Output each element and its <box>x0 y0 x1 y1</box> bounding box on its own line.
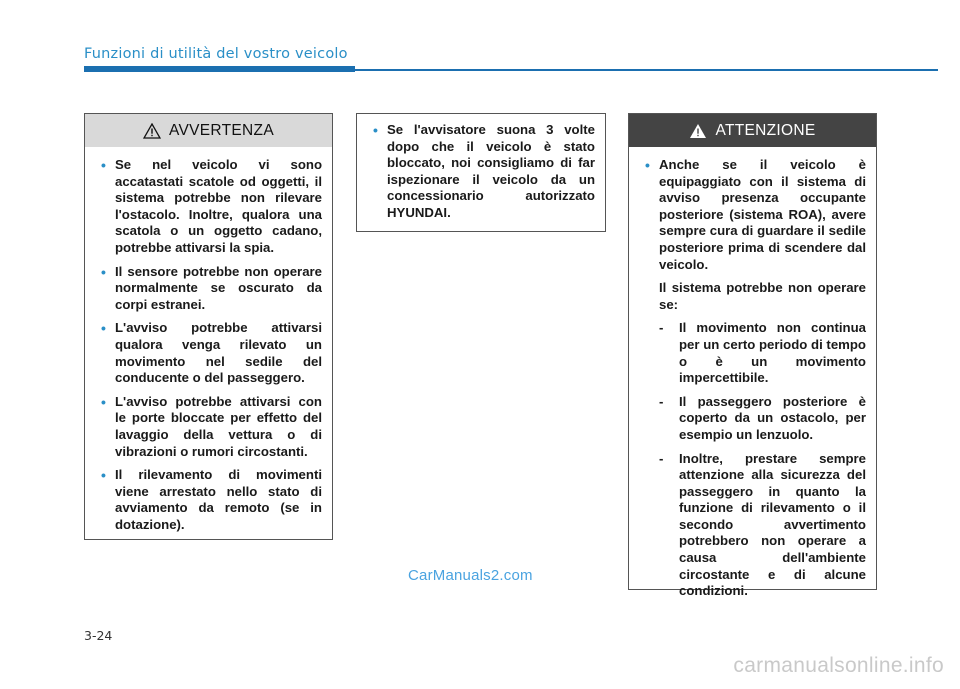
warning-triangle-icon <box>143 123 161 139</box>
page-number: 3-24 <box>84 628 113 643</box>
notice-box <box>356 113 606 232</box>
dash-item-text: Il movimento non continua per un certo periodo di tempo o è un movimento impercettibile. <box>679 320 866 386</box>
warning-triangle-icon <box>689 123 707 139</box>
list-item: • Se nel veicolo vi sono accatastati scatole od oggetti, il sistema potrebbe non rilevare l'ostacolo. Inoltre, qualora una scatola o un oggetto cadano, potrebbe attivarsi la spia. <box>101 157 322 257</box>
dash-item: - Il movimento non continua per un certo periodo di tempo o è un movimento impercettibile. <box>659 320 866 386</box>
warning-box-title: AVVERTENZA <box>169 121 274 139</box>
dash-item-text: Inoltre, prestare sempre attenzione alla sicurezza del passeggero in quanto la funzione di rilevamento o il secondo avvertimento potrebbero non operare a causa dell'ambiente circostante e di alcune condizioni. <box>679 450 866 599</box>
notice-box-body <box>357 114 605 222</box>
dash-item-text: Il passeggero posteriore è coperto da un ostacolo, per esempio un lenzuolo. <box>679 393 866 442</box>
site-watermark: carmanualsonline.info <box>733 654 944 677</box>
dash-item: - Il passeggero posteriore è coperto da un ostacolo, per esempio un lenzuolo. <box>659 393 866 442</box>
caution-box-title: ATTENZIONE <box>715 121 816 139</box>
list-item: • Il sensore potrebbe non operare normalmente se oscurato da corpi estranei. <box>101 264 322 314</box>
list-item: • Anche se il veicolo è equipaggiato con il sistema di avviso presenza occupante posteriore (sistema ROA), avere sempre cura di guardare il sedile posteriore prima di scendere dal veicolo. <box>645 157 866 273</box>
list-item: • L'avviso potrebbe attivarsi qualora venga rilevato un movimento nel sedile del conducente o del passeggero. <box>101 320 322 386</box>
caution-subtitle: Il sistema potrebbe non operare se: <box>659 280 866 312</box>
list-item: • Il rilevamento di movimenti viene arrestato nello stato di avviamento da remoto (se in dotazione). <box>101 467 322 533</box>
warning-box-header <box>85 114 332 147</box>
list-item: • L'avviso potrebbe attivarsi con le porte bloccate per effetto del lavaggio della vettura o di vibrazioni o rumori circostanti. <box>101 394 322 460</box>
watermark-link[interactable]: CarManuals2.com <box>408 567 533 584</box>
dash-item: - Inoltre, prestare sempre attenzione alla sicurezza del passeggero in quanto la funzione di rilevamento o il secondo avvertimento potrebbero non operare a causa dell'ambiente circostante e di alcune condizioni. <box>659 450 866 599</box>
section-title: Funzioni di utilità del vostro veicolo <box>84 46 348 62</box>
header-rule-accent <box>84 66 355 72</box>
warning-box <box>84 113 333 540</box>
caution-box-body <box>629 147 876 600</box>
header-rule-line <box>355 69 938 71</box>
warning-box-body <box>85 147 332 533</box>
caution-box <box>628 113 877 599</box>
list-item: • Se l'avvisatore suona 3 volte dopo che il veicolo è stato bloccato, noi consigliamo di far ispezionare il veicolo da un concessionario autorizzato HYUNDAI. <box>373 122 595 222</box>
caution-box-header <box>629 114 876 147</box>
